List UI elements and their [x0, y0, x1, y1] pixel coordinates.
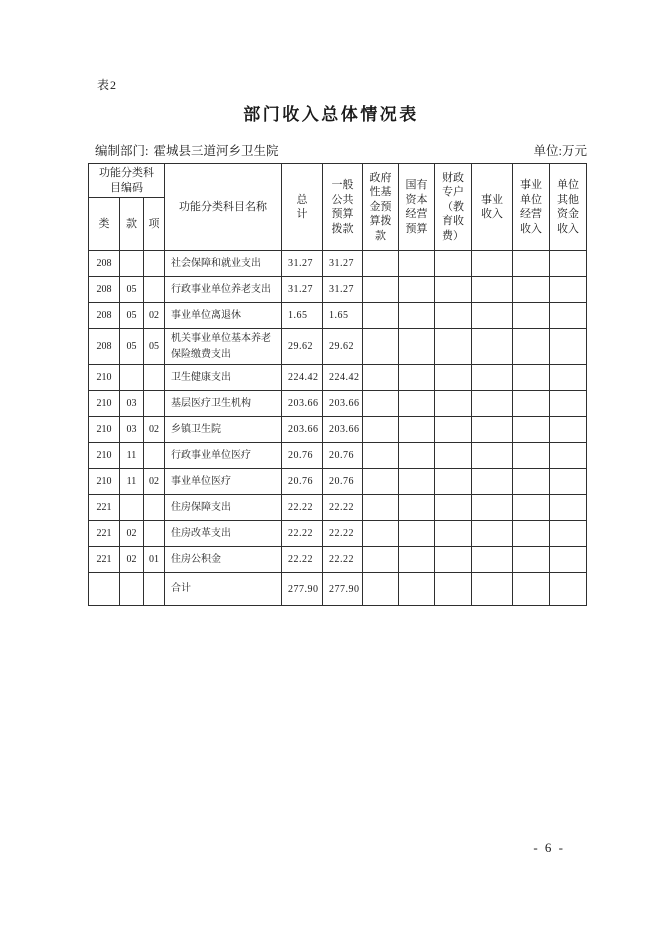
xiang-cell: 02: [144, 303, 165, 329]
lei-cell: 208: [89, 303, 120, 329]
unit-operating-value-cell: [513, 521, 550, 547]
other-funds-value-cell: [550, 391, 587, 417]
subject-name-cell: 行政事业单位养老支出: [165, 277, 282, 303]
state-capital-value-cell: [399, 521, 435, 547]
kuan-cell: 05: [120, 277, 144, 303]
xiang-cell: [144, 573, 165, 606]
col-header-gov-fund-budget: 政府性基金预算拨款: [363, 164, 399, 251]
unit-operating-value-cell: [513, 251, 550, 277]
general-budget-value-cell: 22.22: [323, 495, 363, 521]
col-header-fiscal-special-account: 财政专户（教育收费）: [435, 164, 472, 251]
table-row: [89, 521, 587, 547]
gov-fund-value-cell: [363, 391, 399, 417]
kuan-cell: 02: [120, 521, 144, 547]
subject-name-cell: 行政事业单位医疗: [165, 443, 282, 469]
total-value-cell: 1.65: [282, 303, 323, 329]
subject-name-cell: 事业单位医疗: [165, 469, 282, 495]
col-header-xiang: 项: [144, 198, 165, 251]
business-income-value-cell: [472, 443, 513, 469]
other-funds-value-cell: [550, 277, 587, 303]
gov-fund-value-cell: [363, 469, 399, 495]
business-income-value-cell: [472, 391, 513, 417]
lei-cell: [89, 573, 120, 606]
xiang-cell: [144, 365, 165, 391]
lei-cell: 210: [89, 365, 120, 391]
business-income-value-cell: [472, 365, 513, 391]
col-header-subject-name: 功能分类科目名称: [165, 164, 282, 251]
state-capital-value-cell: [399, 443, 435, 469]
state-capital-value-cell: [399, 303, 435, 329]
col-header-state-capital-budget: 国有资本经营预算: [399, 164, 435, 251]
xiang-cell: [144, 251, 165, 277]
total-value-cell: 31.27: [282, 277, 323, 303]
state-capital-value-cell: [399, 365, 435, 391]
total-value-cell: 31.27: [282, 251, 323, 277]
lei-cell: 221: [89, 521, 120, 547]
subject-name-cell: 乡镇卫生院: [165, 417, 282, 443]
unit-operating-value-cell: [513, 547, 550, 573]
xiang-cell: [144, 277, 165, 303]
business-income-value-cell: [472, 469, 513, 495]
fiscal-special-value-cell: [435, 391, 472, 417]
fiscal-special-value-cell: [435, 251, 472, 277]
gov-fund-value-cell: [363, 495, 399, 521]
gov-fund-value-cell: [363, 417, 399, 443]
business-income-value-cell: [472, 329, 513, 365]
table-row: [89, 391, 587, 417]
lei-cell: 208: [89, 277, 120, 303]
state-capital-value-cell: [399, 277, 435, 303]
fiscal-special-value-cell: [435, 521, 472, 547]
col-header-unit-operating-income: 事业单位经营收入: [513, 164, 550, 251]
xiang-cell: [144, 391, 165, 417]
state-capital-value-cell: [399, 547, 435, 573]
table-row: [89, 251, 587, 277]
fiscal-special-value-cell: [435, 417, 472, 443]
lei-cell: 210: [89, 391, 120, 417]
fiscal-special-value-cell: [435, 547, 472, 573]
general-budget-value-cell: 224.42: [323, 365, 363, 391]
total-value-cell: 20.76: [282, 443, 323, 469]
subject-name-cell: 住房改革支出: [165, 521, 282, 547]
total-row: [89, 573, 587, 606]
state-capital-value-cell: [399, 391, 435, 417]
subject-name-cell: 住房公积金: [165, 547, 282, 573]
lei-cell: 208: [89, 329, 120, 365]
kuan-cell: 02: [120, 547, 144, 573]
kuan-cell: 03: [120, 391, 144, 417]
other-funds-value-cell: [550, 365, 587, 391]
subject-name-cell: 事业单位离退休: [165, 303, 282, 329]
xiang-cell: 05: [144, 329, 165, 365]
business-income-value-cell: [472, 495, 513, 521]
page-title: 部门收入总体情况表: [243, 105, 419, 124]
lei-cell: 210: [89, 443, 120, 469]
other-funds-value-cell: [550, 469, 587, 495]
subject-name-cell: 合计: [165, 573, 282, 606]
total-value-cell: 203.66: [282, 417, 323, 443]
state-capital-value-cell: [399, 329, 435, 365]
unit-operating-value-cell: [513, 365, 550, 391]
unit-operating-value-cell: [513, 277, 550, 303]
gov-fund-value-cell: [363, 277, 399, 303]
business-income-value-cell: [472, 277, 513, 303]
business-income-value-cell: [472, 521, 513, 547]
business-income-value-cell: [472, 251, 513, 277]
subject-name-cell: 机关事业单位基本养老保险缴费支出: [165, 329, 282, 365]
general-budget-value-cell: 22.22: [323, 547, 363, 573]
kuan-cell: 03: [120, 417, 144, 443]
business-income-value-cell: [472, 303, 513, 329]
unit-operating-value-cell: [513, 329, 550, 365]
xiang-cell: 02: [144, 469, 165, 495]
total-value-cell: 22.22: [282, 495, 323, 521]
kuan-cell: [120, 251, 144, 277]
kuan-cell: [120, 495, 144, 521]
unit-operating-value-cell: [513, 303, 550, 329]
other-funds-value-cell: [550, 521, 587, 547]
unit-operating-value-cell: [513, 417, 550, 443]
total-value-cell: 29.62: [282, 329, 323, 365]
fiscal-special-value-cell: [435, 329, 472, 365]
table-row: [89, 303, 587, 329]
lei-cell: 208: [89, 251, 120, 277]
total-value-cell: 22.22: [282, 547, 323, 573]
unit-operating-value-cell: [513, 391, 550, 417]
subject-name-cell: 卫生健康支出: [165, 365, 282, 391]
kuan-cell: 11: [120, 443, 144, 469]
gov-fund-value-cell: [363, 547, 399, 573]
gov-fund-value-cell: [363, 303, 399, 329]
other-funds-value-cell: [550, 251, 587, 277]
lei-cell: 210: [89, 417, 120, 443]
subject-name-cell: 基层医疗卫生机构: [165, 391, 282, 417]
general-budget-value-cell: 20.76: [323, 443, 363, 469]
general-budget-value-cell: 277.90: [323, 573, 363, 606]
lei-cell: 210: [89, 469, 120, 495]
general-budget-value-cell: 31.27: [323, 277, 363, 303]
other-funds-value-cell: [550, 329, 587, 365]
total-value-cell: 203.66: [282, 391, 323, 417]
table-tag: 表2: [97, 78, 118, 92]
state-capital-value-cell: [399, 251, 435, 277]
col-header-lei: 类: [89, 198, 120, 251]
general-budget-value-cell: 20.76: [323, 469, 363, 495]
subject-name-cell: 社会保障和就业支出: [165, 251, 282, 277]
business-income-value-cell: [472, 417, 513, 443]
general-budget-value-cell: 22.22: [323, 521, 363, 547]
fiscal-special-value-cell: [435, 469, 472, 495]
unit-operating-value-cell: [513, 573, 550, 606]
col-header-general-public-budget: 一般公共预算拨款: [323, 164, 363, 251]
business-income-value-cell: [472, 573, 513, 606]
xiang-cell: [144, 443, 165, 469]
fiscal-special-value-cell: [435, 573, 472, 606]
header-row-group: [89, 164, 587, 198]
col-header-kuan: 款: [120, 198, 144, 251]
other-funds-value-cell: [550, 303, 587, 329]
kuan-cell: [120, 365, 144, 391]
fiscal-special-value-cell: [435, 277, 472, 303]
gov-fund-value-cell: [363, 443, 399, 469]
col-header-business-income: 事业收入: [472, 164, 513, 251]
subject-name-cell: 住房保障支出: [165, 495, 282, 521]
total-value-cell: 224.42: [282, 365, 323, 391]
gov-fund-value-cell: [363, 573, 399, 606]
fiscal-special-value-cell: [435, 443, 472, 469]
table-row: [89, 277, 587, 303]
col-header-unit-other-funds: 单位其他资金收入: [550, 164, 587, 251]
table-row: [89, 365, 587, 391]
table-row: [89, 547, 587, 573]
unit-label: 单位:万元: [533, 144, 587, 158]
table-body: [89, 251, 587, 606]
unit-operating-value-cell: [513, 443, 550, 469]
gov-fund-value-cell: [363, 329, 399, 365]
income-table: [88, 163, 587, 606]
lei-cell: 221: [89, 547, 120, 573]
other-funds-value-cell: [550, 573, 587, 606]
col-header-total: 总计: [282, 164, 323, 251]
general-budget-value-cell: 203.66: [323, 391, 363, 417]
state-capital-value-cell: [399, 495, 435, 521]
xiang-cell: 02: [144, 417, 165, 443]
table-row: [89, 443, 587, 469]
other-funds-value-cell: [550, 547, 587, 573]
kuan-cell: 05: [120, 329, 144, 365]
prepared-by: [95, 141, 279, 159]
general-budget-value-cell: 31.27: [323, 251, 363, 277]
prepared-by-value: 霍城县三道河乡卫生院: [153, 144, 279, 158]
fiscal-special-value-cell: [435, 495, 472, 521]
general-budget-value-cell: 29.62: [323, 329, 363, 365]
lei-cell: 221: [89, 495, 120, 521]
business-income-value-cell: [472, 547, 513, 573]
xiang-cell: 01: [144, 547, 165, 573]
table-row: [89, 329, 587, 365]
other-funds-value-cell: [550, 495, 587, 521]
kuan-cell: 05: [120, 303, 144, 329]
total-value-cell: 20.76: [282, 469, 323, 495]
gov-fund-value-cell: [363, 521, 399, 547]
state-capital-value-cell: [399, 469, 435, 495]
unit-operating-value-cell: [513, 469, 550, 495]
table-row: [89, 469, 587, 495]
general-budget-value-cell: 203.66: [323, 417, 363, 443]
prepared-by-label: 编制部门:: [95, 144, 149, 158]
fiscal-special-value-cell: [435, 365, 472, 391]
total-value-cell: 22.22: [282, 521, 323, 547]
table-row: [89, 417, 587, 443]
page-number: - 6 -: [533, 840, 565, 855]
xiang-cell: [144, 521, 165, 547]
state-capital-value-cell: [399, 573, 435, 606]
other-funds-value-cell: [550, 417, 587, 443]
col-group-functional-code: 功能分类科目编码: [89, 164, 165, 198]
gov-fund-value-cell: [363, 251, 399, 277]
unit-operating-value-cell: [513, 495, 550, 521]
kuan-cell: [120, 573, 144, 606]
total-value-cell: 277.90: [282, 573, 323, 606]
meta-row: [95, 141, 587, 159]
general-budget-value-cell: 1.65: [323, 303, 363, 329]
fiscal-special-value-cell: [435, 303, 472, 329]
state-capital-value-cell: [399, 417, 435, 443]
xiang-cell: [144, 495, 165, 521]
gov-fund-value-cell: [363, 365, 399, 391]
other-funds-value-cell: [550, 443, 587, 469]
kuan-cell: 11: [120, 469, 144, 495]
table-row: [89, 495, 587, 521]
